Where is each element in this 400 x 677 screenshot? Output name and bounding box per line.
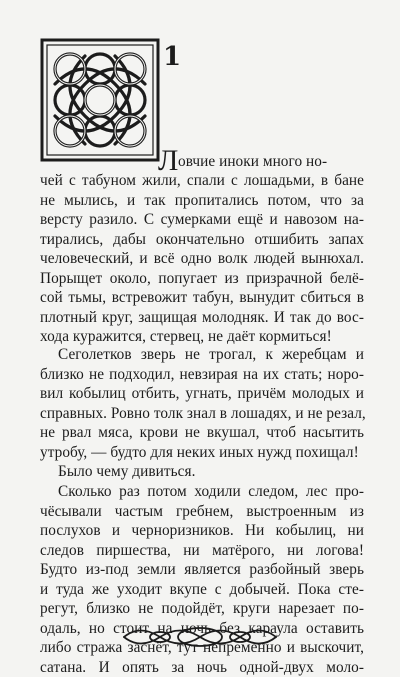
paragraph-2 (40, 345, 364, 462)
text-line: человеческий, и всё одно волк людей вынюхал. (40, 249, 364, 269)
text-line: сатана. И опять за ночь одной-двух моло- (40, 658, 364, 677)
text-line: вил кобылиц отбить, угнать, причём молодых и (40, 384, 364, 404)
paragraph-1 (178, 152, 364, 172)
text-line: Было чему дивиться. (58, 462, 364, 482)
text-line: Сеголетков зверь не трогал, к жеребцам и (40, 345, 364, 365)
text-line: близко не подходил, невзирая на их стать; норо- (40, 365, 364, 385)
text-line: Сколько раз потом ходили следом, лес про- (40, 482, 364, 502)
text-line: утробу, — будто для неких иных нужд похищал! (40, 443, 364, 463)
text-line: хода куражится, стервец, не даёт кормиться! (40, 327, 364, 347)
text-line: либо стража заснёт, тут непременно и выскочит, (40, 638, 364, 658)
text-line: не рвал мяса, крови не вкушал, чтоб насытить (40, 423, 364, 443)
text-line: сой тьмы, встревожит табун, вынудит сбиться в (40, 288, 364, 308)
text-line: не мылись, и так пропитались потом, что за (40, 191, 364, 211)
paragraph-1-body (40, 171, 364, 347)
drop-cap-letter: Л (158, 146, 178, 176)
paragraph-3 (58, 462, 364, 482)
text-line: чёсывали частым гребнем, выстроенным из (40, 502, 364, 522)
text-line: овчие иноки много но- (178, 152, 364, 172)
text-line: справных. Ровно толк знал в лошадях, и не резал, (40, 404, 364, 424)
text-line: следов пиршества, ни матёрого, ни логова! (40, 541, 364, 561)
celtic-knot-ornament (40, 38, 160, 162)
chapter-number: 1 (163, 42, 181, 72)
text-line: послухов и черноризников. Ни кобылиц, ни (40, 521, 364, 541)
text-line: одаль, но стоит на ночь без караула оставить (40, 619, 364, 639)
text-line: плотный круг, защищая молодняк. И так до вос- (40, 308, 364, 328)
text-line: Порыщет около, попугает из призрачной белё- (40, 269, 364, 289)
footer-ornament (120, 622, 280, 652)
text-line: Будто из-под земли является разбойный зверь (40, 560, 364, 580)
text-line: чей с табуном жили, спали с лошадьми, в бане (40, 171, 364, 191)
text-line: версту разило. С сумерками ещё и навозом на- (40, 210, 364, 230)
text-line: регут, близко не подойдёт, круги нарезает по- (40, 599, 364, 619)
text-line: и туда же уходит вкупе с добычей. Пока сте- (40, 580, 364, 600)
text-line: тирались, дабы окончательно отшибить запах (40, 230, 364, 250)
